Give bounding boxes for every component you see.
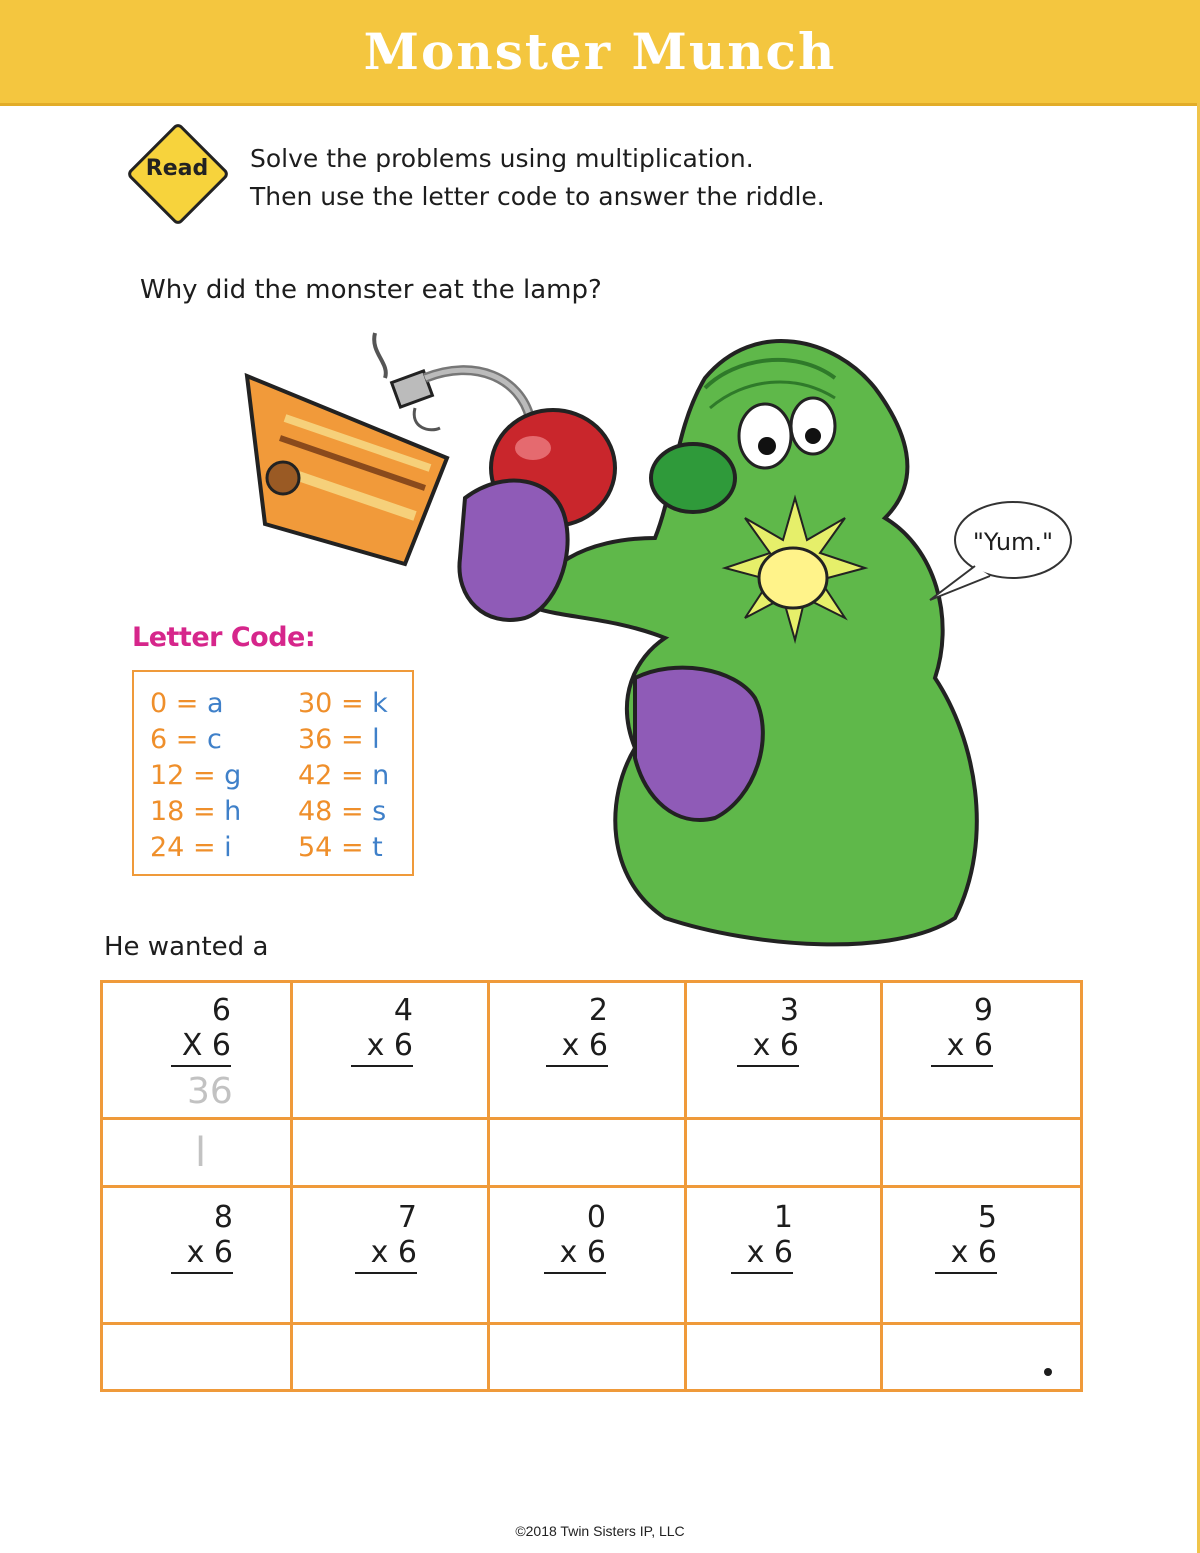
letter-answer-cell[interactable]	[290, 1117, 490, 1188]
multiplication-problem: 7 x 6	[355, 1200, 417, 1274]
instruction-line-2: Then use the letter code to answer the riddle.	[250, 182, 825, 211]
problem-cell	[880, 1185, 1083, 1325]
problem-cell	[487, 1185, 687, 1325]
letter-answer-cell[interactable]	[880, 1322, 1083, 1392]
multiplication-problem: 9 x 6	[931, 993, 993, 1067]
problem-cell	[487, 980, 687, 1120]
code-entry: 6 = c	[150, 724, 222, 755]
read-sign-icon	[126, 122, 228, 224]
instruction-line-1: Solve the problems using multiplication.	[250, 144, 754, 173]
problem-cell	[684, 1185, 883, 1325]
code-entry: 36 = l	[298, 724, 380, 755]
problem-cell	[290, 980, 490, 1120]
letter-answer-cell[interactable]	[487, 1117, 687, 1188]
speech-bubble-text: "Yum."	[972, 528, 1054, 556]
multiplication-problem: 4 x 6	[351, 993, 413, 1067]
worksheet-grid	[100, 980, 1083, 1392]
letter-answer-cell[interactable]	[880, 1117, 1083, 1188]
code-entry: 18 = h	[150, 796, 242, 827]
letter-answer-cell[interactable]	[290, 1322, 490, 1392]
letter-answer-cell[interactable]	[684, 1322, 883, 1392]
code-entry: 24 = i	[150, 832, 232, 863]
letter-answer-cell[interactable]	[487, 1322, 687, 1392]
instructions	[250, 140, 825, 216]
copyright-footer: ©2018 Twin Sisters IP, LLC	[515, 1523, 685, 1539]
sentence-period	[1044, 1368, 1052, 1376]
code-entry: 12 = g	[150, 760, 242, 791]
code-entry: 0 = a	[150, 688, 224, 719]
speech-bubble	[930, 502, 1071, 600]
code-entry: 30 = k	[298, 688, 388, 719]
problem-cell	[100, 980, 293, 1120]
riddle-question: Why did the monster eat the lamp?	[140, 275, 602, 305]
code-entry: 54 = t	[298, 832, 383, 863]
multiplication-problem: 3 x 6	[737, 993, 799, 1067]
multiplication-problem: 8 x 6	[171, 1200, 233, 1274]
letter-answer-cell[interactable]	[684, 1117, 883, 1188]
page-header	[0, 0, 1200, 106]
multiplication-problem: 6 X 6	[171, 993, 231, 1067]
multiplication-problem: 1 x 6	[731, 1200, 793, 1274]
read-sign-label: Read	[145, 156, 209, 181]
example-letter: l	[195, 1130, 207, 1176]
multiplication-problem: 2 x 6	[546, 993, 608, 1067]
problem-cell	[100, 1185, 293, 1325]
code-entry: 48 = s	[298, 796, 387, 827]
lamp-cord-icon	[374, 333, 530, 430]
multiplication-problem: 0 x 6	[544, 1200, 606, 1274]
letter-code-title: Letter Code:	[132, 622, 316, 653]
lamp-shade-icon	[247, 376, 447, 564]
example-answer: 36	[187, 1071, 233, 1112]
answer-intro: He wanted a	[104, 932, 269, 962]
problem-cell	[290, 1185, 490, 1325]
problem-cell	[880, 980, 1083, 1120]
page-title: Monster Munch	[363, 22, 837, 81]
multiplication-problem: 5 x 6	[935, 1200, 997, 1274]
letter-answer-cell[interactable]	[100, 1117, 293, 1188]
letter-code-box	[132, 670, 414, 876]
letter-answer-cell[interactable]	[100, 1322, 293, 1392]
code-entry: 42 = n	[298, 760, 390, 791]
problem-cell	[684, 980, 883, 1120]
